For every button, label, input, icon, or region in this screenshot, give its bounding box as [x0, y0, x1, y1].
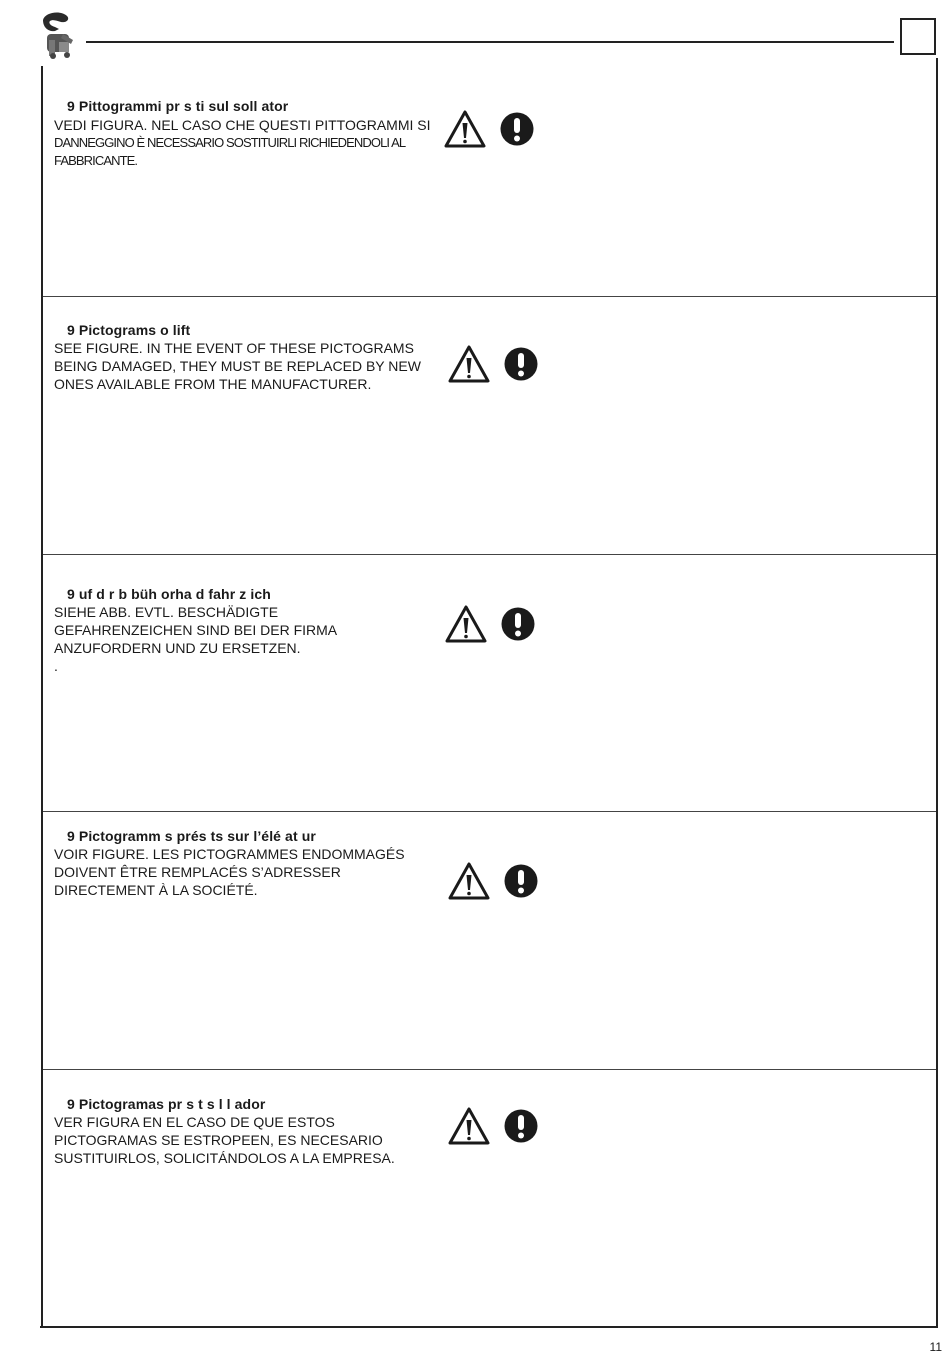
section-title: 9 uf d r b büh orha d fahr z ich: [67, 586, 271, 602]
section-body: [54, 603, 444, 675]
section-body: [54, 339, 444, 393]
section-german: [43, 555, 936, 812]
body-line: DANNEGGINO È NECESSARIO SOSTITUIRLI RICHIEDENDOLI AL: [54, 135, 406, 150]
mandatory-exclamation-icon: [504, 347, 538, 381]
header-rule: [86, 41, 894, 43]
body-line: VEDI FIGURA. NEL CASO CHE QUESTI PITTOGRAMMI SI: [54, 117, 431, 133]
body-line: .: [54, 658, 58, 674]
body-line: VOIR FIGURE. LES PICTOGRAMMES ENDOMMAGÉS: [54, 846, 405, 862]
body-line: DOIVENT ÊTRE REMPLACÉS S’ADRESSER: [54, 864, 341, 880]
body-line: GEFAHRENZEICHEN SIND BEI DER FIRMA: [54, 622, 338, 638]
section-french: [43, 812, 936, 1070]
body-line: BEING DAMAGED, THEY MUST BE REPLACED BY NEW: [54, 358, 421, 374]
warning-triangle-icon: [448, 862, 490, 900]
pictogram-icons: [448, 1107, 538, 1145]
mandatory-exclamation-icon: [500, 112, 534, 146]
page-box: [900, 18, 936, 55]
section-spanish: [43, 1070, 936, 1326]
section-body: [54, 845, 444, 899]
body-line: FABBRICANTE.: [54, 153, 138, 168]
warning-triangle-icon: [448, 1107, 490, 1145]
company-logo-icon: [37, 10, 79, 60]
section-body: [54, 1113, 444, 1167]
section-title: 9 Pictogramm s prés ts sur l’élé at ur: [67, 828, 316, 844]
section-italian: [43, 66, 936, 297]
mandatory-exclamation-icon: [504, 1109, 538, 1143]
warning-triangle-icon: [445, 605, 487, 643]
warning-triangle-icon: [444, 110, 486, 148]
body-line: SEE FIGURE. IN THE EVENT OF THESE PICTOGRAMS: [54, 340, 414, 356]
frame-edge: [40, 1326, 44, 1328]
page-number: 11: [929, 1340, 942, 1354]
body-line: VER FIGURA EN EL CASO DE QUE ESTOS: [54, 1114, 335, 1130]
body-line: SUSTITUIRLOS, SOLICITÁNDOLOS A LA EMPRESA.: [54, 1150, 395, 1166]
body-line: DIRECTEMENT À LA SOCIÉTÉ.: [54, 882, 258, 898]
body-line: ONES AVAILABLE FROM THE MANUFACTURER.: [54, 376, 372, 392]
mandatory-exclamation-icon: [504, 864, 538, 898]
body-line: SIEHE ABB. EVTL. BESCHÄDIGTE: [54, 604, 279, 620]
pictogram-icons: [448, 345, 538, 383]
body-line: PICTOGRAMAS SE ESTROPEEN, ES NECESARIO: [54, 1132, 383, 1148]
section-english: [43, 297, 936, 555]
body-line: ANZUFORDERN UND ZU ERSETZEN.: [54, 640, 301, 656]
mandatory-exclamation-icon: [501, 607, 535, 641]
pictogram-icons: [448, 862, 538, 900]
warning-triangle-icon: [448, 345, 490, 383]
pictogram-icons: [444, 110, 534, 148]
pictogram-icons: [445, 605, 535, 643]
section-body: [54, 116, 444, 170]
section-title: 9 Pictogramas pr s t s l l ador: [67, 1096, 266, 1112]
section-title: 9 Pittogrammi pr s ti sul soll ator: [67, 98, 289, 114]
section-title: 9 Pictograms o lift: [67, 322, 191, 338]
